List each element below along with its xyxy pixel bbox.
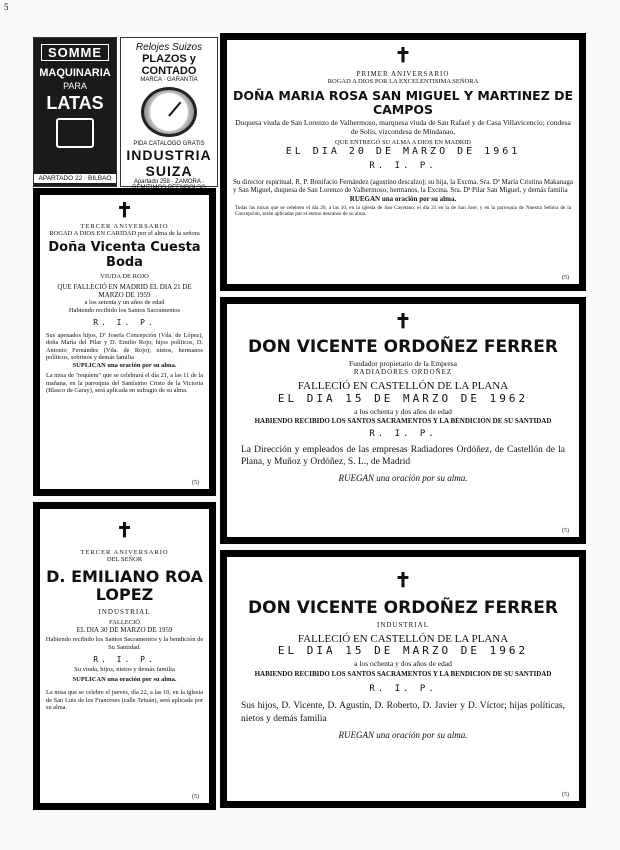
notice-heading: PRIMER ANIVERSARIO bbox=[356, 70, 450, 78]
obituary-cuesta-boda bbox=[33, 188, 216, 496]
fallecio-text: FALLECIÓ bbox=[109, 618, 140, 626]
deceased-name: DOÑA MARIA ROSA SAN MIGUEL Y MARTINEZ DE CAMPOS bbox=[232, 87, 574, 117]
notice-heading: TERCER ANIVERSARIO bbox=[80, 223, 169, 230]
death-date: EL DIA 30 DE MARZO DE 1959 bbox=[76, 626, 173, 635]
death-place: FALLECIÓ EN CASTELLÓN DE LA PLANA bbox=[297, 380, 509, 393]
cross-icon: ✝ bbox=[394, 570, 412, 592]
watch-ad-line-3: MARCA · GARANTÍA bbox=[140, 77, 198, 83]
reference-number: (5) bbox=[562, 275, 569, 281]
sacraments-text: HABIENDO RECIBIDO LOS SANTOS SACRAMENTOS Y LA BENDICION DE SU SANTIDAD bbox=[254, 417, 552, 426]
death-date: EL DIA 20 DE MARZO DE 1961 bbox=[285, 145, 521, 157]
family-text: Sus hijos, D. Vicente, D. Agustín, D. Roberto, D. Javier y D. Víctor; hijas políticas, nietos y demás familia bbox=[241, 700, 565, 725]
rip-text: R. I. P. bbox=[93, 318, 156, 328]
watch-ad-line-2: PLAZOS y CONTADO bbox=[141, 53, 197, 77]
reference-number: (5) bbox=[192, 480, 199, 486]
ruegan-text: RUEGAN una oración por su alma. bbox=[338, 730, 468, 741]
rip-text: R. I. P. bbox=[369, 683, 437, 694]
deceased-name: DON VICENTE ORDOÑEZ FERRER bbox=[248, 598, 558, 618]
watch-ad-line-6: Apartado 258 · ZAMORA · bbox=[133, 179, 205, 185]
somme-line-1: MAQUINARIA bbox=[39, 67, 111, 79]
tin-can-icon bbox=[56, 118, 94, 148]
deceased-age: a los ochenta y dos años de edad bbox=[354, 658, 452, 668]
deceased-occupation: INDUSTRIAL bbox=[98, 607, 151, 616]
cross-icon: ✝ bbox=[116, 200, 133, 222]
death-date: EL DIA 15 DE MARZO DE 1962 bbox=[277, 644, 529, 658]
somme-line-3: LATAS bbox=[46, 93, 104, 113]
family-text: Su viuda, hijos, nietos y demás familia bbox=[74, 666, 175, 674]
deceased-name: DON VICENTE ORDOÑEZ FERRER bbox=[248, 337, 558, 357]
somme-machinery-ad bbox=[33, 37, 117, 187]
ruegan-text: RUEGAN una oración por su alma. bbox=[349, 194, 457, 203]
rip-text: R. I. P. bbox=[369, 161, 437, 172]
obituary-ordonez-family bbox=[220, 550, 586, 808]
sacraments-text: Habiendo recibido los Santos Sacramentos bbox=[68, 306, 181, 314]
wristwatch-icon bbox=[141, 87, 197, 137]
sacraments-text: HABIENDO RECIBIDO LOS SANTOS SACRAMENTOS Y LA BENDICION DE SU SANTIDAD bbox=[254, 669, 552, 678]
watch-ad-line-1: Relojes Suizos bbox=[135, 42, 203, 53]
cross-icon: ✝ bbox=[116, 520, 133, 542]
deceased-titles: Duquesa viuda de San Lorenzo de Valhermoso, marquesa viuda de San Rafael y de Casa Villavicencio; condesa de Solís, vizcondesa de Mindanao, bbox=[235, 118, 571, 136]
cross-icon: ✝ bbox=[394, 45, 412, 67]
rip-text: R. I. P. bbox=[369, 429, 437, 440]
rip-text: R. I. P. bbox=[93, 655, 156, 665]
swiss-watch-ad bbox=[120, 37, 218, 187]
family-text: Su director espiritual, R. P. Bonifacio Fernández (agustino descalzo); su hija, la Excma. Sra. Dª María Cristina Makanaga y San Miguel, duquesa de San Lorenzo de Valhermoso; hermanos, la Excma. Sra. Dª Pilar San Miguel, y demás familia bbox=[233, 177, 573, 195]
cross-icon: ✝ bbox=[394, 311, 412, 333]
company-name: RADIADORES ORDOÑEZ bbox=[353, 368, 453, 377]
somme-address: APARTADO 22 · BILBAO bbox=[34, 174, 116, 183]
masses-text: Todas las misas que se celebren el día 20, a las 10, en la iglesia de San Cayetano; el día 21 en la de San José, y en la parroquia de Nuestra Señora de la Concepción, serán aplicadas por el eterno descanso de su alma. bbox=[235, 204, 571, 218]
watch-ad-line-4: PIDA CATALOGO GRATIS bbox=[133, 141, 205, 147]
suplican-text: SUPLICAN una oración por su alma. bbox=[72, 675, 177, 683]
deceased-widow-of: VIUDA DE ROJO bbox=[100, 272, 149, 280]
deceased-name-line-2: LOPEZ bbox=[95, 585, 154, 605]
mass-text: La misa de "requiem" que se celebrará el día 21, a las 11 de la mañana, en la parroquia del Santísimo Cristo de la Victoria (Blasco de Garay), será aplicada en sufragio de su alma. bbox=[46, 372, 203, 395]
deceased-age: a los ochenta y dos años de edad bbox=[354, 406, 452, 416]
family-text: La Dirección y empleados de las empresas Radiadores Ordóñez, de Castellón de la Plana, y Muñoz y Ordóñez, S. L., de Madrid bbox=[241, 444, 565, 468]
reference-number: (5) bbox=[192, 794, 199, 800]
somme-brand: SOMME bbox=[41, 44, 109, 61]
family-text: Sus apenados hijos, Dª Josefa Concepción (Vda. de López), doña María del Pilar y D. Emilio Rojo; hijos políticos, D. Antonio Fernández (Vda. de Rojo); nietos, hermanos políticos, sobrinos y demás familia bbox=[46, 331, 203, 362]
notice-subheading: DEL SEÑOR bbox=[106, 556, 143, 564]
watch-ad-line-5: INDUSTRIA SUIZA bbox=[126, 147, 212, 179]
death-date: EL DIA 15 DE MARZO DE 1962 bbox=[277, 391, 529, 405]
notice-subheading: ROGAD A DIOS EN CARIDAD por el alma de la señora bbox=[49, 230, 200, 238]
obituary-roa-lopez bbox=[33, 502, 216, 810]
obituary-ordonez-company bbox=[220, 297, 586, 544]
deceased-age: a los setenta y un años de edad bbox=[84, 299, 165, 307]
notice-heading: TERCER ANIVERSARIO bbox=[80, 549, 169, 556]
deceased-name: Doña Vicenta Cuesta Boda bbox=[48, 239, 201, 270]
deceased-occupation: INDUSTRIAL bbox=[377, 620, 429, 629]
mass-text: La misa que se celebre el jueves, día 22, a las 10, en la iglesia de San Luis de los Franceses (calle Tetuán), será aplicada por su alma. bbox=[46, 689, 203, 712]
sacraments-text: Habiendo recibido los Santos Sacramentos y la bendición de Su Santidad. bbox=[45, 636, 204, 651]
death-date: QUE FALLECIÓ EN MADRID EL DIA 21 DE MARZO DE 1959 bbox=[57, 283, 192, 300]
deceased-name-line-1: D. EMILIANO ROA bbox=[46, 566, 203, 586]
death-place: FALLECIÓ EN CASTELLÓN DE LA PLANA bbox=[297, 632, 509, 645]
somme-line-2: PARA bbox=[63, 81, 87, 91]
obituary-san-miguel bbox=[220, 33, 586, 291]
page-number: 5 bbox=[4, 2, 9, 12]
death-place: QUE ENTREGÓ SU ALMA A DIOS EN MADRID bbox=[335, 138, 471, 146]
deceased-role: Fundador propietario de la Empresa bbox=[349, 358, 457, 368]
notice-subheading: ROGAD A DIOS POR LA EXCELENTISIMA SEÑORA bbox=[327, 78, 479, 86]
ruegan-text: RUEGAN una oración por su alma. bbox=[338, 473, 468, 484]
suplican-text: SUPLICAN una oración por su alma. bbox=[72, 361, 177, 369]
reference-number: (5) bbox=[562, 792, 569, 798]
reference-number: (5) bbox=[562, 528, 569, 534]
